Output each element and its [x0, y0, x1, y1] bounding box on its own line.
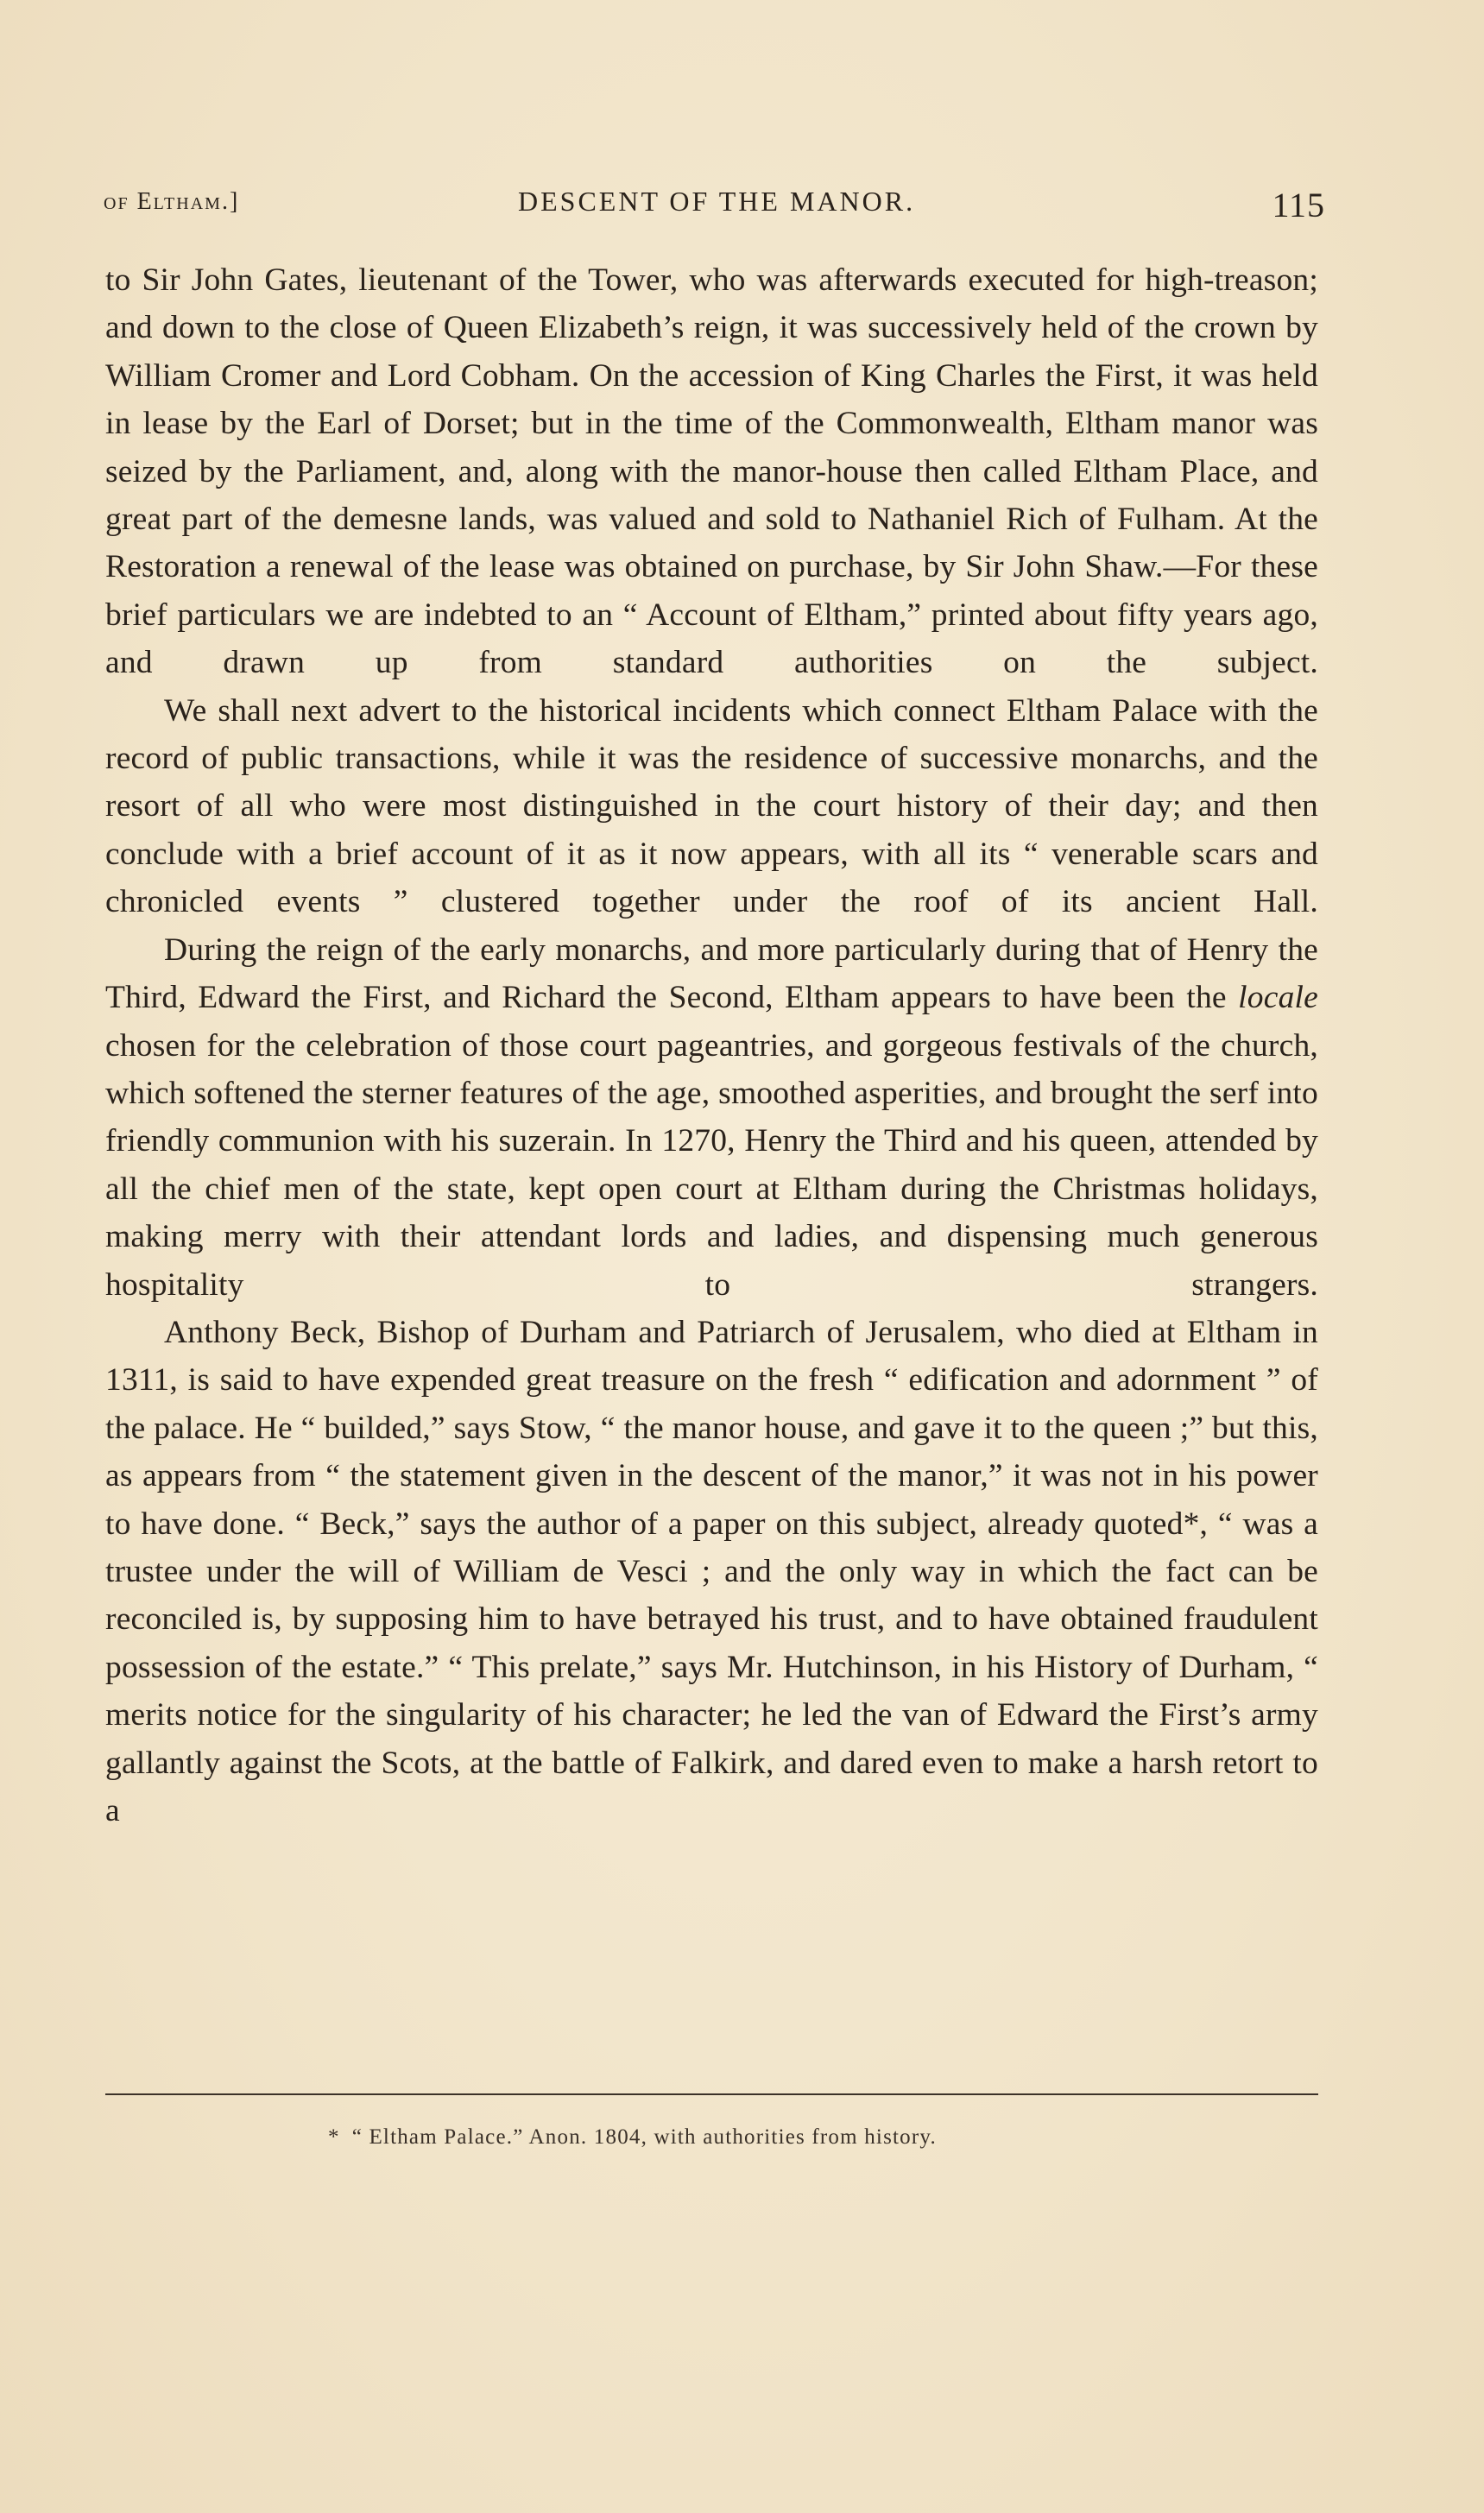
paragraph-3: During the reign of the early monarchs, and more particularly during that of Henry the Third, Edward the First, and Richard the Second, Eltham appears to have been the locale chosen for the celebration of those court pageantries, and gorgeous festivals of the church, which softened the sterner features of the age, smoothed asperities, and brought the serf into friendly communion with his suzerain. In 1270, Henry the Third and his queen, attended by all the chief men of the state, kept open court at Eltham during the Christmas holidays, making merry with their attendant lords and ladies, and dispensing much generous hospitality to strangers.: [105, 931, 1318, 1303]
footnote: [328, 2125, 937, 2150]
footnote-mark: *: [328, 2125, 340, 2149]
running-head-left: of Eltham.]: [104, 188, 240, 215]
italic-term: locale: [1238, 980, 1318, 1016]
body-text: [105, 256, 1318, 1834]
footnote-text: “ Eltham Palace.” Anon. 1804, with authorities from history.: [351, 2125, 937, 2149]
running-head: [104, 181, 1325, 224]
paragraph-4: Anthony Beck, Bishop of Durham and Patriarch of Jerusalem, who died at Eltham in 1311, is said to have expended great treasure on the fresh “ edification and adornment ” of the palace. He “ builded,” says Stow, “ the manor house, and gave it to the queen ;” but this, as appears from “ the statement given in the descent of the manor,” it was not in his power to have done. “ Beck,” says the author of a paper on this subject, already quoted*, “ was a trustee under the will of William de Vesci ; and the only way in which the fact can be reconciled is, by supposing him to have betrayed his trust, and to have obtained fraudulent possession of the estate.” “ This prelate,” says Mr. Hutchinson, in his History of Durham, “ merits notice for the singularity of his character; he led the van of Edward the First’s army gallantly against the Scots, at the battle of Falkirk, and dared even to make a harsh retort to a: [105, 1314, 1318, 1828]
running-head-title: DESCENT OF THE MANOR.: [518, 186, 916, 217]
paragraph-1: to Sir John Gates, lieutenant of the Tower, who was afterwards executed for high-treason; and down to the close of Queen Elizabeth’s reign, it was successively held of the crown by William Cromer and Lord Cobham. On the accession of King Charles the First, it was held in lease by the Earl of Dorset; but in the time of the Commonwealth, Eltham manor was seized by the Parliament, and, along with the manor-house then called Eltham Place, and great part of the demesne lands, was valued and sold to Nathaniel Rich of Fulham. At the Restoration a renewal of the lease was obtained on purchase, by Sir John Shaw.—For these brief particulars we are indebted to an “ Account of Eltham,” printed about fifty years ago, and drawn up from standard authorities on the subject.: [105, 262, 1318, 681]
page-number: 115: [1272, 186, 1325, 224]
footnote-rule: [105, 2093, 1318, 2095]
paragraph-2: We shall next advert to the historical incidents which connect Eltham Palace with the record of public transactions, while it was the residence of successive monarchs, and the resort of all who were most distinguished in the court history of their day; and then conclude with a brief account of it as it now appears, with all its “ venerable scars and chronicled events ” clustered together under the roof of its ancient Hall.: [105, 692, 1318, 920]
